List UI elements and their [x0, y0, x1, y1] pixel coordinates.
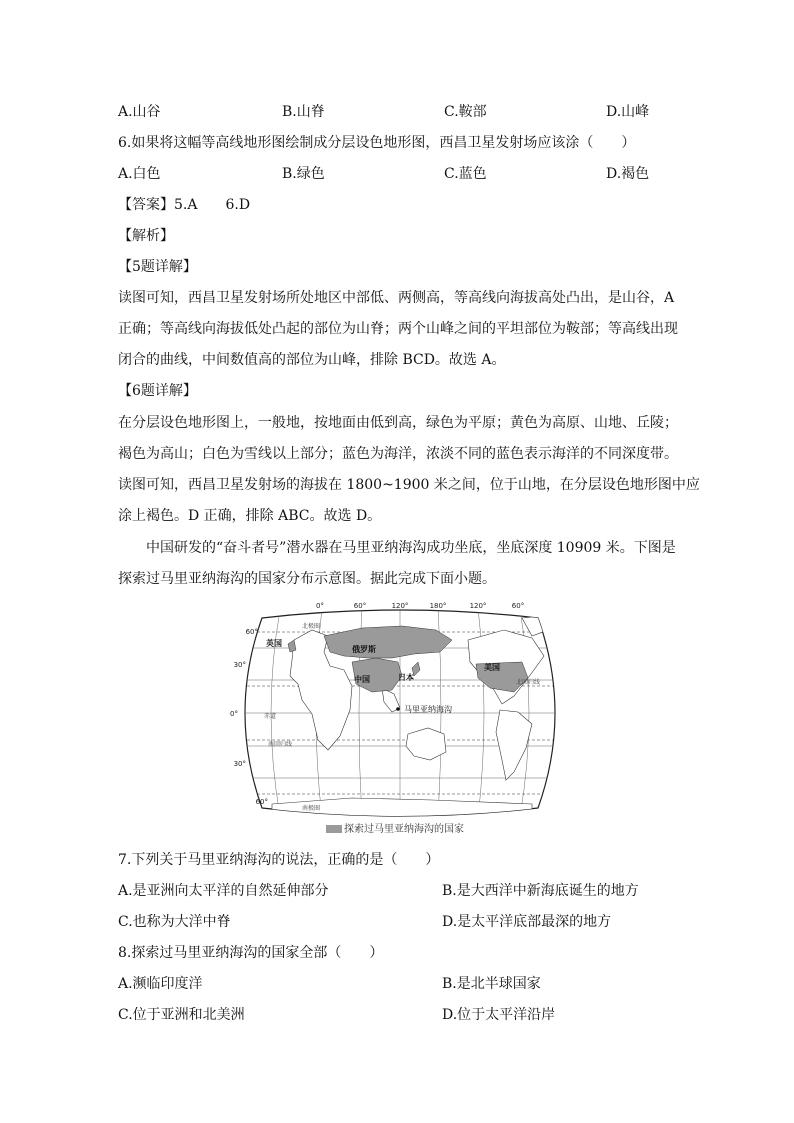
q6-option-c: C.蓝色 [444, 166, 487, 182]
q5-option-b: B.山脊 [282, 104, 325, 120]
russia-label: 俄罗斯 [352, 645, 376, 654]
lon-label: 120° [469, 602, 487, 610]
q7-option-d: D.是太平洋底部最深的地方 [442, 914, 612, 930]
lon-label: 0° [316, 602, 324, 610]
intro-text [118, 533, 678, 595]
q7-stem: 7.下列关于马里亚纳海沟的说法，正确的是（ ） [118, 852, 440, 868]
q5-option-c: C.鞍部 [444, 104, 487, 120]
q5-detail-line: 正确；等高线向海拔低处凸起的部位为山脊；两个山峰之间的平坦部位为鞍部；等高线出现 [118, 321, 678, 337]
q6-options [118, 163, 676, 185]
usa-label: 美国 [484, 663, 500, 672]
q5-option-d: D.山峰 [606, 104, 650, 120]
q7-option-a: A.是亚洲向太平洋的自然延伸部分 [118, 883, 329, 899]
q7-options-row2 [118, 911, 676, 933]
q8-option-a: A.濒临印度洋 [118, 976, 203, 992]
q8-option-d: D.位于太平洋沿岸 [442, 1007, 556, 1023]
q6-option-d: D.褐色 [606, 166, 650, 182]
q7-option-c: C.也称为大洋中脊 [118, 914, 231, 930]
q8-options-row1 [118, 973, 676, 995]
intro-line: 中国研发的“奋斗者号”潜水器在马里亚纳海沟成功坐底，坐底深度 10909 米。下图是 [146, 540, 676, 556]
q5-options [118, 101, 676, 123]
lon-label: 180° [429, 602, 447, 610]
q5-detail-line: 闭合的曲线，中间数值高的部位为山峰，排除 BCD。故选 A。 [118, 352, 506, 368]
lon-label: 60° [511, 602, 525, 610]
legend-swatch [326, 825, 342, 833]
equator-label: 赤道 [264, 713, 277, 720]
q6-detail-text [118, 408, 700, 532]
lat-label: 0° [230, 710, 238, 718]
q6-detail-line: 读图可知，西昌卫星发射场的海拔在 1800~1900 米之间，位于山地，在分层设色地形图中应 [118, 477, 700, 493]
lat-label: 30° [233, 760, 246, 768]
q6-option-a: A.白色 [118, 166, 161, 182]
lat-label: 30° [233, 661, 246, 669]
world-map [232, 600, 568, 840]
tropic-capricorn-label: 南回归线 [268, 741, 293, 748]
q7-options-row1 [118, 880, 676, 902]
arctic-circle-label: 北极圈 [302, 623, 321, 630]
tropic-cancer-label: 北回归线 [516, 679, 541, 686]
analysis-heading: 【解析】 [118, 228, 174, 244]
q6-detail-line: 褐色为高山；白色为雪线以上部分；蓝色为海洋，浓淡不同的蓝色表示海洋的不同深度带。 [118, 446, 678, 462]
q6-detail-heading: 【6题详解】 [118, 383, 197, 399]
answer-line: 【答案】5.A 6.D [118, 197, 251, 213]
q5-detail-line: 读图可知，西昌卫星发射场所处地区中部低、两侧高，等高线向海拔高处凸出，是山谷，A [118, 290, 675, 306]
trench-marker [396, 707, 400, 711]
q6-stem: 6.如果将这幅等高线地形图绘制成分层设色地形图，西昌卫星发射场应该涂（ ） [118, 135, 636, 151]
q5-detail-heading: 【5题详解】 [118, 259, 197, 275]
q8-stem: 8.探索过马里亚纳海沟的国家全部（ ） [118, 945, 384, 961]
q7-option-b: B.是大西洋中新海底诞生的地方 [442, 883, 639, 899]
q6-option-b: B.绿色 [282, 166, 325, 182]
legend-label: 探索过马里亚纳海沟的国家 [344, 824, 464, 835]
trench-label: 马里亚纳海沟 [404, 705, 452, 714]
japan-label: 日本 [398, 673, 414, 682]
q5-option-a: A.山谷 [118, 104, 161, 120]
uk-label: 英国 [266, 639, 282, 648]
lon-label: 60° [353, 602, 367, 610]
lon-label: 120° [391, 602, 409, 610]
map-legend [326, 824, 464, 836]
intro-line: 探索过马里亚纳海沟的国家分布示意图。据此完成下面小题。 [118, 571, 496, 587]
lat-label: 60° [245, 628, 258, 636]
lat-label: 60° [255, 798, 268, 806]
q6-detail-line: 涂上褐色。D 正确，排除 ABC。故选 D。 [118, 508, 382, 524]
q5-detail-text [118, 283, 678, 376]
q8-option-b: B.是北半球国家 [442, 976, 541, 992]
q6-detail-line: 在分层设色地形图上，一般地，按地面由低到高，绿色为平原；黄色为高原、山地、丘陵； [118, 415, 678, 431]
china-label: 中国 [354, 675, 370, 684]
q8-option-c: C.位于亚洲和北美洲 [118, 1007, 245, 1023]
antarctic-circle-label: 南极圈 [302, 805, 321, 812]
q8-options-row2 [118, 1004, 676, 1026]
